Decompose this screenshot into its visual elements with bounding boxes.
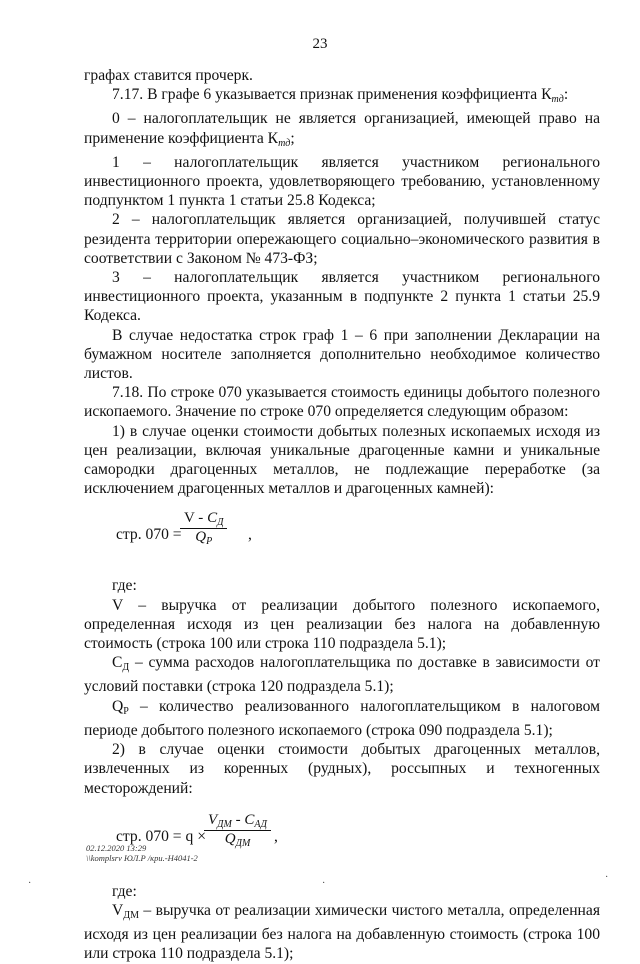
paragraph: $V_{ДМ}$ – выручка от реализации химически чистого металла, определенная исходя из цен реализации без налога на добавленную стоимость (строка 100 или строка 110 подраздела 5.1); bbox=[84, 901, 600, 963]
fraction-numerator: $V_{ДМ} - С_{АД}$ bbox=[208, 811, 268, 830]
paragraph: $Q_Р$ – количество реализованного налогоплательщиком в налоговом периоде добытого полезного ископаемого (строка 090 подраздела 5.1); bbox=[84, 697, 600, 739]
document-body bbox=[84, 66, 600, 964]
scan-mark: · bbox=[322, 878, 326, 889]
scan-mark: · bbox=[28, 878, 32, 889]
fraction-denominator: $Q_{ДМ}$ bbox=[204, 830, 271, 849]
formula-left: стр. 070 = bbox=[116, 526, 182, 544]
paragraph: V – выручка от реализации добытого полезного ископаемого, определенная исходя из цен реализации без налога на добавленную стоимость (строка 100 или строка 110 подраздела 5.1); bbox=[84, 596, 600, 653]
paragraph-text: графах ставится прочерк. bbox=[84, 67, 253, 84]
formula-left: стр. 070 = q × bbox=[116, 827, 206, 845]
formula-tail: , bbox=[248, 526, 252, 544]
punct: ; bbox=[290, 129, 295, 147]
paragraph: В случае недостатка строк граф 1 – 6 при заполнении Декларации на бумажном носителе заполняется дополнительно необходимое количество листов. bbox=[84, 326, 600, 383]
paragraph: $С_Д$ – сумма расходов налогоплательщика по доставке в зависимости от условий поставки (строка 120 подраздела 5.1); bbox=[84, 654, 600, 696]
subscript: тд bbox=[551, 94, 564, 106]
paragraph-text: 0 – налогоплательщик не является организацией, имеющей право на применение коэффициента К bbox=[84, 110, 600, 147]
paragraph: где: bbox=[112, 577, 137, 595]
fraction-denominator: $Q_Р$ bbox=[180, 528, 227, 547]
paragraph: 7.18. По строке 070 указывается стоимость единицы добытого полезного ископаемого. Значение по строке 070 определяется следующим образом: bbox=[84, 384, 600, 421]
fraction-numerator: V - $С_Д$ bbox=[184, 510, 224, 529]
paragraph: 2) в случае оценки стоимости добытых драгоценных металлов, извлеченных из коренных (рудных), россыпных и техногенных месторождений: bbox=[84, 741, 600, 797]
paragraph bbox=[84, 109, 600, 152]
paragraph bbox=[84, 66, 600, 85]
paragraph: 1 – налогоплательщик является участником регионального инвестиционного проекта, удовлетворяющего требованию, установленному подпунктом 1 пункта 1 статьи 25.8 Кодекса; bbox=[84, 153, 600, 210]
paragraph: где: bbox=[112, 882, 137, 900]
formula-1 bbox=[84, 498, 600, 568]
print-footer bbox=[86, 843, 198, 863]
paragraph-text: 7.17. В графе 6 указывается признак применения коэффициента К bbox=[112, 86, 552, 104]
paragraph: 2 – налогоплательщик является организацией, получившей статус резидента территории опережающего социально–экономического развития в соответствии с Законом № 473-ФЗ; bbox=[84, 211, 600, 267]
page-number: 23 bbox=[312, 36, 328, 52]
scan-mark: · bbox=[605, 872, 609, 883]
formula-tail: , bbox=[274, 827, 278, 845]
footer-timestamp: 02.12.2020 13:29 bbox=[86, 843, 147, 853]
paragraph: 3 – налогоплательщик является участником регионального инвестиционного проекта, указанным в подпункте 2 пункта 1 статьи 25.9 Кодекса. bbox=[84, 269, 600, 325]
paragraph bbox=[84, 85, 600, 109]
subscript: тд bbox=[278, 137, 291, 149]
fraction bbox=[180, 510, 227, 547]
paragraph: 1) в случае оценки стоимости добытых полезных ископаемых исходя из цен реализации, включая уникальные драгоценные камни и уникальные самородки драгоценных металлов, не подлежащие переработке (за исключением драгоценных металлов и драгоценных камней): bbox=[84, 422, 600, 498]
footer-path: \\komplsrv ЮЛ.Р /кри.-Н4041-2 bbox=[86, 853, 198, 863]
fraction bbox=[204, 812, 271, 849]
punct: : bbox=[563, 86, 569, 104]
